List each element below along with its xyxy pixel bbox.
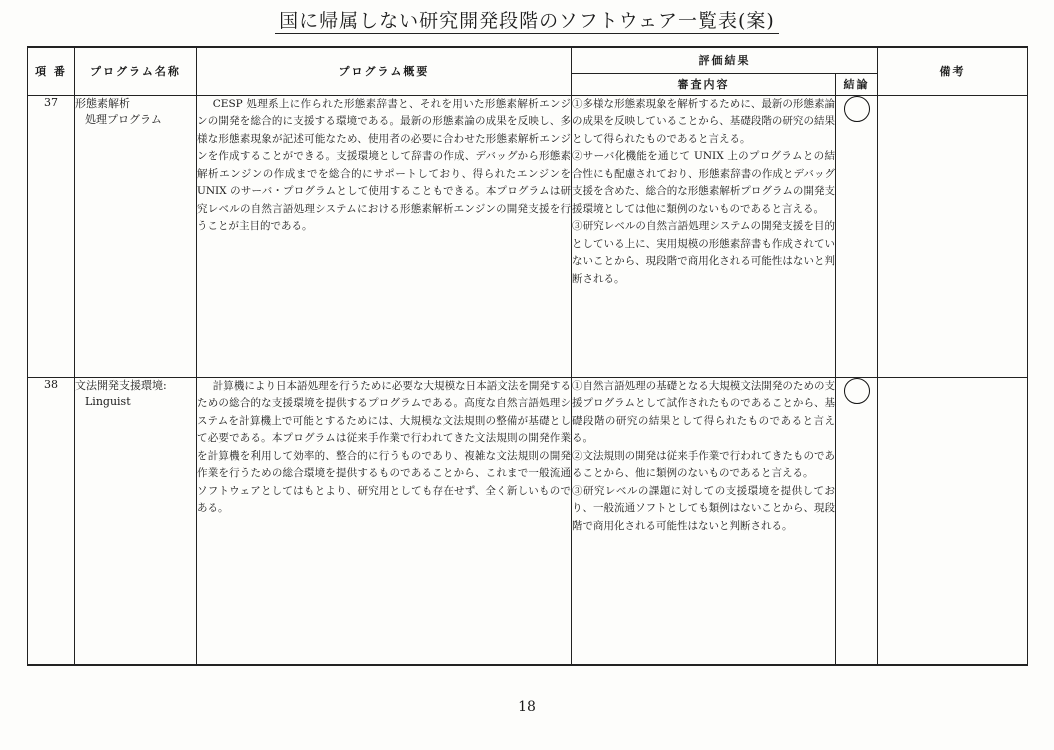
header-program-outline: プログラム概要 xyxy=(197,47,572,95)
header-remarks: 備考 xyxy=(878,47,1028,95)
item-number: 38 xyxy=(28,377,75,665)
program-outline: 計算機により日本語処理を行うために必要な大規模な日本語文法を開発するための総合的な支援環境を提供するプログラムである。高度な自然言語処理システムを計算機上で可能とするためには、大規模な文法規則の整備が基礎として必要である。本プログラムは従来手作業で行われてきた文法規則の開発作業を計算機を利用して効率的、整合的に行うものであり、複雑な文法規則の開発作業を行うための総合環境を提供するものであることから、これまで一般流通ソフトウェアとしてはもとより、研究用としても存在せず、全く新しいものである。 xyxy=(197,377,572,665)
header-review-content: 審査内容 xyxy=(572,73,836,95)
header-item-no: 項 番 xyxy=(28,47,75,95)
program-name-line: Linguist xyxy=(85,394,131,408)
table-row xyxy=(28,377,1028,665)
review-point: ③研究レベルの課題に対しての支援環境を提供しており、一般流通ソフトとしても類例はないことから、現段階で商用化される可能性はないと判断される。 xyxy=(572,484,835,532)
program-name-line: 処理プログラム xyxy=(85,112,162,126)
review-point: ①自然言語処理の基礎となる大規模文法開発のための支援プログラムとして試作されたものであることから、基礎段階の研究の結果として得られたものであると言える。 xyxy=(572,379,835,444)
program-name xyxy=(75,377,197,665)
document-title xyxy=(0,6,1054,33)
remarks-cell[interactable] xyxy=(878,95,1028,377)
review-point: ②サーバ化機能を通じて UNIX 上のプログラムとの結合性にも配慮されており、形態素辞書の作成とデバッグ支援を含めた、総合的な形態素解析プログラムの開発支援環境としては他に類例のないものであると言える。 xyxy=(572,150,835,215)
review-content xyxy=(572,95,836,377)
program-outline: CESP 処理系上に作られた形態素辞書と、それを用いた形態素解析エンジンの開発を総合的に支援する環境である。最新の形態素論の成果を反映し、多様な形態素現象が記述可能なため、使用者の必要に合わせた形態素解析エンジンを作成することができる。支援環境として辞書の作成、デバッグから形態素解析エンジンの作成までを総合的にサポートしており、得られたエンジンを UNIX のサーバ・プログラムとして使用することもできる。本プログラムは研究レベルの自然言語処理システムにおける形態素解析エンジンの開発支援を行うことが主目的である。 xyxy=(197,95,572,377)
table-header xyxy=(28,47,1028,95)
page-number: 18 xyxy=(518,699,536,715)
review-content xyxy=(572,377,836,665)
remarks-cell[interactable] xyxy=(878,377,1028,665)
table-row xyxy=(28,95,1028,377)
header-evaluation-result: 評価結果 xyxy=(572,47,878,73)
conclusion-cell xyxy=(836,377,878,665)
approved-circle-icon[interactable] xyxy=(844,378,870,404)
program-name-line: 文法開発支援環境: xyxy=(75,378,167,392)
approved-circle-icon[interactable] xyxy=(844,96,870,122)
header-conclusion: 結論 xyxy=(836,73,878,95)
conclusion-cell xyxy=(836,95,878,377)
software-list-table xyxy=(27,46,1028,666)
review-point: ①多様な形態素現象を解析するために、最新の形態素論の成果を反映していることから、基礎段階の研究の結果として得られたものであると言える。 xyxy=(572,97,835,145)
program-name xyxy=(75,95,197,377)
review-point: ②文法規則の開発は従来手作業で行われてきたものであることから、他に類例のないものであると言える。 xyxy=(572,449,835,479)
item-number: 37 xyxy=(28,95,75,377)
document-title-text: 国に帰属しない研究開発段階のソフトウェア一覧表(案) xyxy=(275,10,779,34)
header-program-name: プログラム名称 xyxy=(75,47,197,95)
program-name-line: 形態素解析 xyxy=(75,96,130,110)
review-point: ③研究レベルの自然言語処理システムの開発支援を目的としている上に、実用規模の形態素辞書も作成されていないことから、現段階で商用化される可能性はないと判断される。 xyxy=(572,220,835,285)
